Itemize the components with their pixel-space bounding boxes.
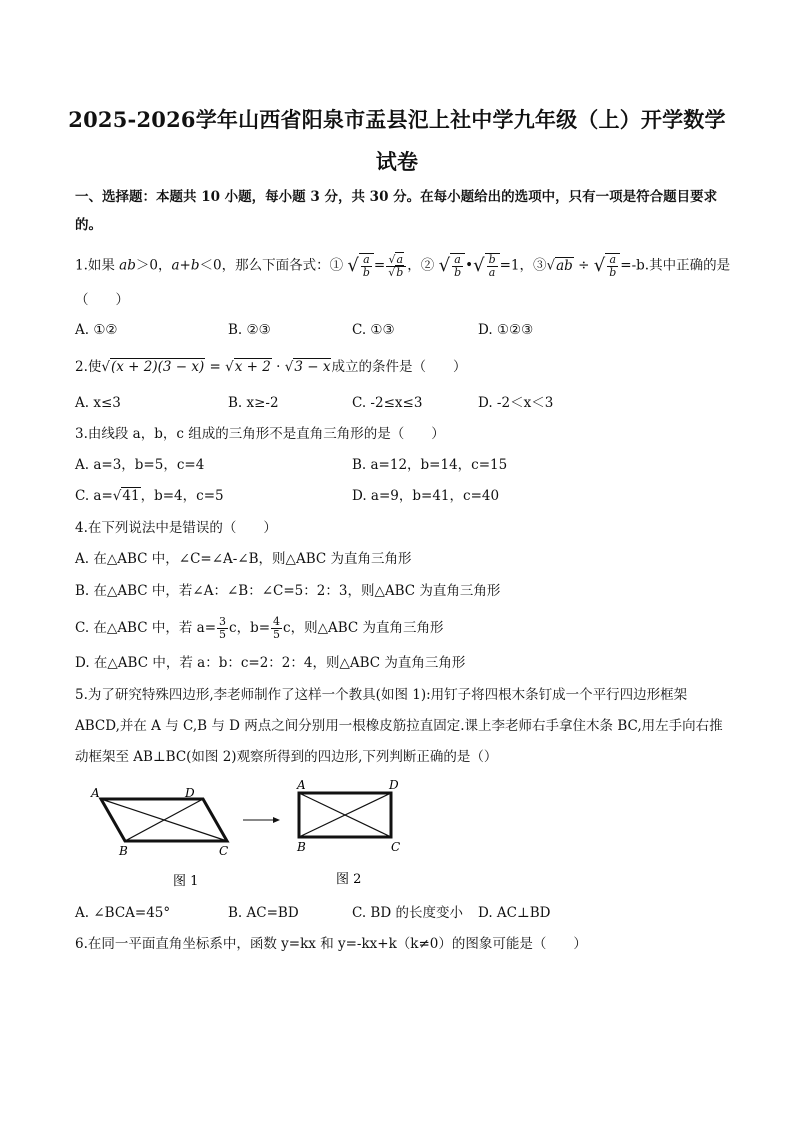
svg-text:A: A xyxy=(297,778,306,792)
svg-text:C: C xyxy=(391,840,401,854)
q5-option-a[interactable]: A. ∠BCA=45° xyxy=(75,905,171,921)
q3-option-c[interactable]: C. a=√41，b=4，c=5 xyxy=(75,488,224,504)
q2-option-b[interactable]: B. x≥-2 xyxy=(228,395,279,411)
figure-1-caption: 图 1 xyxy=(173,874,199,889)
section1-heading: 一、选择题：本题共 10 小题，每小题 3 分，共 30 分。在每小题给出的选项中，只有一项是符合题目要求 xyxy=(75,189,718,205)
question-1: 1.如果 ab＞0，a+b＜0，那么下面各式：① √ $\frac{a}{b}$ = $\frac{√a}{√b}$ ，② √ $\frac{a}{b}$ •√ $\frac{b}{a}$ =1，③√ab ÷ √ $\frac{a}{b}$ =-b.其中正确的是 xyxy=(75,252,731,279)
q4-option-d[interactable]: D. 在△ABC 中，若 a：b：c=2：2：4，则△ABC 为直角三角形 xyxy=(75,655,466,671)
svg-text:D: D xyxy=(185,786,195,800)
radical-a-over-b: √ $\frac{a}{b}$ xyxy=(347,253,374,279)
q5-figure xyxy=(85,775,425,895)
section1-heading-cont: 的。 xyxy=(75,217,102,233)
exam-title-line1: 2025-2026学年山西省阳泉市盂县氾上社中学九年级（上）开学数学 xyxy=(68,107,726,132)
q2-option-d[interactable]: D. -2＜x＜3 xyxy=(478,395,554,411)
q1-option-c[interactable]: C. ①③ xyxy=(352,322,395,338)
exam-title-line2: 试卷 xyxy=(375,149,419,174)
figure-2-rectangle xyxy=(296,778,400,854)
question-4: 4.在下列说法中是错误的（ ） xyxy=(75,520,277,536)
q5-option-b[interactable]: B. AC=BD xyxy=(228,905,299,921)
q3-option-d[interactable]: D. a=9，b=41，c=40 xyxy=(352,488,500,504)
q4-option-b[interactable]: B. 在△ABC 中，若∠A：∠B：∠C=5：2：3，则△ABC 为直角三角形 xyxy=(75,583,501,599)
svg-text:A: A xyxy=(91,786,100,800)
question-5-line3: 动框架至 AB⊥BC(如图 2)观察所得到的四边形,下列判断正确的是（） xyxy=(75,749,498,765)
question-5-line1: 5.为了研究特殊四边形,李老师制作了这样一个教具(如图 1):用钉子将四根木条钉成一个平行四边形框架 xyxy=(75,687,688,703)
question-2: 2.使√(x + 2)(3 − x) = √x + 2 · √3 − x成立的条件是（ ） xyxy=(75,359,467,375)
q2-option-a[interactable]: A. x≤3 xyxy=(75,395,121,411)
svg-text:B: B xyxy=(119,844,128,858)
svg-text:C: C xyxy=(219,844,229,858)
q5-option-d[interactable]: D. AC⊥BD xyxy=(478,905,551,921)
figure-1-parallelogram xyxy=(90,786,228,858)
q3-option-a[interactable]: A. a=3，b=5，c=4 xyxy=(75,457,205,473)
q2-option-c[interactable]: C. -2≤x≤3 xyxy=(352,395,423,411)
q3-option-b[interactable]: B. a=12，b=14，c=15 xyxy=(352,457,508,473)
q1-option-a[interactable]: A. ①② xyxy=(75,322,118,338)
svg-text:B: B xyxy=(297,840,306,854)
q1-option-d[interactable]: D. ①②③ xyxy=(478,322,534,338)
question-1-paren: （ ） xyxy=(75,292,129,308)
q4-option-a[interactable]: A. 在△ABC 中，∠C=∠A-∠B，则△ABC 为直角三角形 xyxy=(75,551,412,567)
question-3: 3.由线段 a，b，c 组成的三角形不是直角三角形的是（ ） xyxy=(75,426,445,442)
q5-option-c[interactable]: C. BD 的长度变小 xyxy=(352,905,463,921)
figure-2-caption: 图 2 xyxy=(336,872,362,887)
svg-text:D: D xyxy=(389,778,399,792)
q1-option-b[interactable]: B. ②③ xyxy=(228,322,271,338)
arrow-icon xyxy=(243,817,280,823)
question-5-line2: ABCD,并在 A 与 C,B 与 D 两点之间分别用一根橡皮筋拉直固定.课上李老师右手拿住木条 BC,用左手向右推 xyxy=(75,718,723,734)
frac-sqrt-a-over-sqrt-b: $\frac{√a}{√b}$ xyxy=(386,254,406,279)
question-6: 6.在同一平面直角坐标系中，函数 y=kx 和 y=-kx+k（k≠0）的图象可能是（ ） xyxy=(75,936,587,952)
q4-option-c[interactable]: C. 在△ABC 中，若 a= $\frac{3}{5}$ c，b= $\frac{4}{5}$ c，则△ABC 为直角三角形 xyxy=(75,615,444,641)
